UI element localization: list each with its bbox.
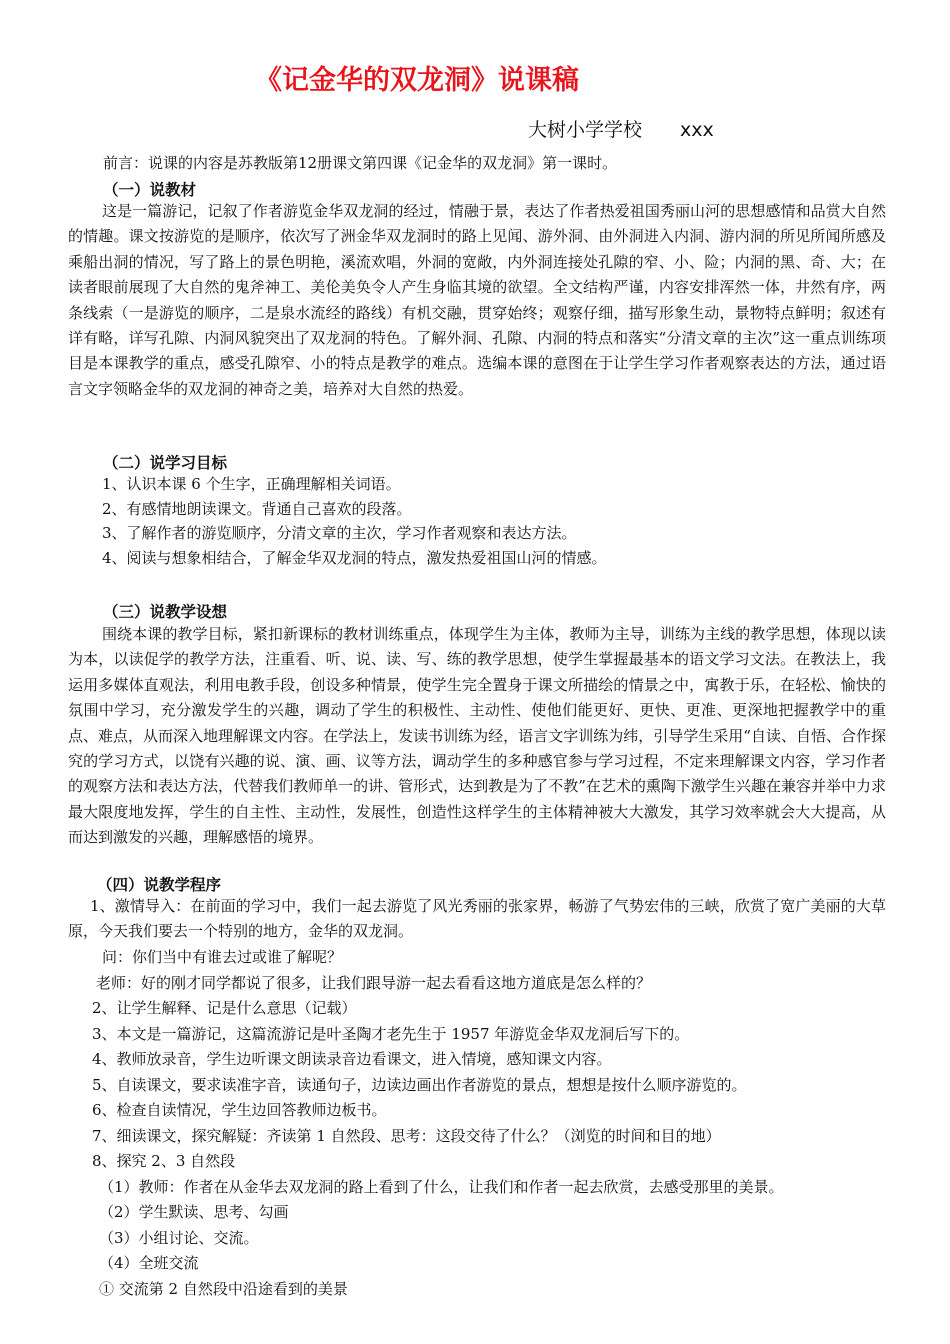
preface-text: 前言：说课的内容是苏教版第12册课文第四课《记金华的双龙洞》第一课时。 <box>103 154 618 172</box>
author-name: xxx <box>680 119 714 141</box>
procedure-item: 6、检查自读情况，学生边回答教师边板书。 <box>92 1101 387 1119</box>
document-title: 《记金华的双龙洞》说课稿 <box>255 65 579 96</box>
school-name: 大树小学学校 <box>528 119 643 141</box>
procedure-item: 5、自读课文，要求读准字音，读通句子，边读边画出作者游览的景点，想想是按什么顺序游览的。 <box>92 1075 747 1094</box>
procedure-item: 2、让学生解释、记是什么意思（记载） <box>92 999 357 1017</box>
goal-item: 4、阅读与想象相结合，了解金华双龙洞的特点，激发热爱祖国山河的情感。 <box>102 548 607 567</box>
procedure-item: 7、细读课文，探究解疑：齐读第 1 自然段、思考：这段交待了什么？（浏览的时间和目的地） <box>92 1126 721 1145</box>
procedure-item: 问：你们当中有谁去过或谁了解呢？ <box>102 948 343 966</box>
procedure-item: （4）全班交流 <box>99 1254 199 1272</box>
procedure-item: 4、教师放录音，学生边听课文朗读录音边看课文，进入情境，感知课文内容。 <box>92 1050 612 1068</box>
author-line <box>528 115 714 142</box>
design-paragraph: 围绕本课的教学目标，紧扣新课标的教材训练重点，体现学生为主体，教师为主导，训练为主线的教学思想，体现以读为本，以读促学的教学方法，注重看、听、说、读、写、练的教学思想，使学生掌握最基本的语文学习文法。在教法上，我运用多媒体直观法，利用电教手段，创设多种情景，使学生完全置身于课文所描绘的情景之中，寓教于乐，在轻松、愉快的氛围中学习，充分激发学生的兴趣，调动了学生的积极性、主动性、使他们能更好、更快、更准、更深地把握教学中的重点、难点，从而深入地理解课文内容。在学法上，发读书训练为经，语言文字训练为纬，引导学生采用“自读、自悟、合作探究的学习方式，以饶有兴趣的说、演、画、议等方法，调动学生的多种感官参与学习过程，不定来理解课文内容，学习作者的观察方法和表达方法，代替我们教师单一的讲、管形式，达到教是为了不教”在艺术的熏陶下激学生兴趣在兼容并举中力求最大限度地发挥，学生的自主性、主动性，发展性，创造性这样学生的主体精神被大大激发，其学习效率就会大大提高，从而达到激发的兴趣，理解感悟的境界。 <box>68 625 886 847</box>
section-heading-textbook: （一）说教材 <box>103 181 197 199</box>
procedure-intro: 1、激情导入：在前面的学习中，我们一起去游览了风光秀丽的张家界，畅游了气势宏伟的三峡，欣赏了宽广美丽的大草原，今天我们要去一个特别的地方，金华的双龙洞。 <box>68 897 886 941</box>
goal-item: 3、了解作者的游览顺序，分清文章的主次，学习作者观察和表达方法。 <box>102 524 577 542</box>
procedure-item: （3）小组讨论、交流。 <box>99 1228 259 1247</box>
procedure-item: 老师：好的刚才同学都说了很多，让我们跟导游一起去看看这地方道底是怎么样的？ <box>96 973 652 992</box>
section-heading-design: （三）说教学设想 <box>103 603 228 621</box>
goal-item: 1、认识本课 6 个生字，正确理解相关词语。 <box>102 475 401 493</box>
goal-item: 2、有感情地朗读课文。背通自己喜欢的段落。 <box>102 499 412 518</box>
procedure-item: 3、本文是一篇游记，这篇流游记是叶圣陶才老先生于 1957 年游览金华双龙洞后写下的。 <box>92 1024 690 1043</box>
procedure-item: 8、探究 2、3 自然段 <box>92 1152 236 1170</box>
procedure-item: （2）学生默读、思考、勾画 <box>99 1203 289 1221</box>
textbook-paragraph: 这是一篇游记，记叙了作者游览金华双龙洞的经过，情融于景，表达了作者热爱祖国秀丽山河的思想感情和品赏大自然的情趣。课文按游览的是顺序，依次写了洲金华双龙洞时的路上见闻、游外洞、由外洞进入内洞、游内洞的所见所闻所感及乘船出洞的情况，写了路上的景色明艳，溪流欢唱，外洞的宽敞，内外洞连接处孔隙的窄、小、险；内洞的黑、奇、大；在读者眼前展现了大自然的鬼斧神工、美伦美奂令人产生身临其境的欲望。全文结构严谨，内容安排浑然一体，井然有序，两条线索（一是游览的顺序，二是泉水流经的路线）有机交融，贯穿始终；观察仔细，描写形象生动，景物特点鲜明；叙述有详有略，详写孔隙、内洞风貌突出了双龙洞的特色。了解外洞、孔隙、内洞的特点和落实“分清文章的主次”这一重点训练项目是本课教学的重点，感受孔隙窄、小的特点是教学的难点。选编本课的意图在于让学生学习作者观察表达的方法，通过语言文字领略金华的双龙洞的神奇之美，培养对大自然的热爱。 <box>68 202 886 398</box>
section-heading-goals: （二）说学习目标 <box>103 454 228 472</box>
section-heading-procedure: （四）说教学程序 <box>97 876 222 894</box>
procedure-item: （1）教师：作者在从金华去双龙洞的路上看到了什么，让我们和作者一起去欣赏，去感受那里的美景。 <box>99 1177 784 1196</box>
goals-list <box>68 472 888 570</box>
procedure-list <box>68 945 888 1302</box>
procedure-item: ① 交流第 2 自然段中沿途看到的美景 <box>99 1279 348 1298</box>
